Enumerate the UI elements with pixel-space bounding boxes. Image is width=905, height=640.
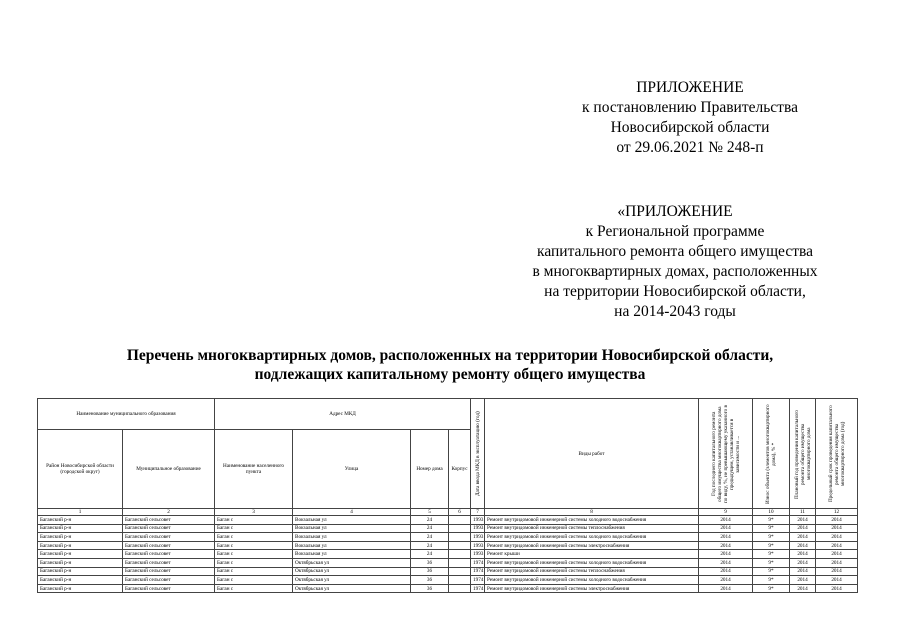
cell-building [449,550,471,559]
appendix-line: Новосибирской области [610,119,770,136]
cell-settlement: Баган с [215,567,293,576]
table-row [38,567,858,576]
cell-plan-year: 2014 [790,584,816,593]
document-title-line: Перечень многоквартирных домов, расположенных на территории Новосибирской области, [126,347,774,364]
cell-wear-percent: 2014 [699,567,753,576]
cell-building [449,524,471,533]
header-municipality: Муниципальное образование [123,430,215,509]
cell-house: 24 [411,516,449,525]
cell-wear-percent: 2014 [699,576,753,585]
cell-work-type: Ремонт внутридомовой инженерной системы холодного водоснабжения [485,558,699,567]
cell-building [449,576,471,585]
document-title [60,346,840,384]
cell-municipality: Баганский сельсовет [123,584,215,593]
column-number: 6 [449,509,471,516]
table-body [38,516,858,593]
program-appendix-line: на территории Новосибирской области, [544,283,806,300]
program-appendix-line: капитального ремонта общего имущества [537,243,813,260]
appendix-line: к постановлению Правительства [582,99,798,116]
table-row [38,584,858,593]
cell-wear-percent: 2014 [699,533,753,542]
cell-wear-index: 9* [753,516,790,525]
cell-house: 36 [411,567,449,576]
cell-plan-year: 2014 [790,533,816,542]
cell-district: Баганский р-н [38,567,123,576]
cell-settlement: Баган с [215,576,293,585]
cell-district: Баганский р-н [38,550,123,559]
cell-plan-year: 2014 [790,558,816,567]
cell-settlement: Баган с [215,541,293,550]
cell-district: Баганский р-н [38,584,123,593]
header-address-group: Адрес МКД [215,399,471,430]
cell-max-year: 2014 [816,516,858,525]
cell-work-type: Ремонт крыши [485,550,699,559]
header-max-year: Предельный срок проведения капитального ремонта общего имущества многоквартирного дома (год) [816,399,858,509]
header-year-built: Дата ввода МКД в эксплуатацию (год) [471,399,485,509]
cell-settlement: Баган с [215,558,293,567]
cell-municipality: Баганский сельсовет [123,516,215,525]
cell-wear-index: 9* [753,533,790,542]
table-row [38,558,858,567]
cell-wear-percent: 2014 [699,516,753,525]
cell-street: Октябрьская ул [293,558,411,567]
cell-house: 24 [411,533,449,542]
cell-year-built: 1993 [471,550,485,559]
cell-municipality: Баганский сельсовет [123,558,215,567]
column-number: 9 [699,509,753,516]
cell-wear-percent: 2014 [699,558,753,567]
cell-wear-index: 9* [753,567,790,576]
cell-house: 36 [411,584,449,593]
cell-building [449,541,471,550]
cell-house: 36 [411,558,449,567]
cell-year-built: 1974 [471,567,485,576]
program-appendix-line: в многоквартирных домах, расположенных [532,263,818,280]
column-number: 8 [485,509,699,516]
header-house: Номер дома [411,430,449,509]
cell-wear-index: 9* [753,584,790,593]
table-row [38,533,858,542]
column-number: 2 [123,509,215,516]
cell-street: Вокзальная ул [293,516,411,525]
cell-max-year: 2014 [816,584,858,593]
cell-max-year: 2014 [816,533,858,542]
cell-street: Октябрьская ул [293,567,411,576]
column-number: 5 [411,509,449,516]
cell-district: Баганский р-н [38,524,123,533]
program-appendix-line: к Региональной программе [585,223,765,240]
table-row [38,524,858,533]
cell-max-year: 2014 [816,524,858,533]
cell-wear-percent: 2014 [699,524,753,533]
cell-wear-percent: 2014 [699,550,753,559]
cell-year-built: 1993 [471,541,485,550]
cell-plan-year: 2014 [790,516,816,525]
cell-district: Баганский р-н [38,516,123,525]
appendix-title: ПРИЛОЖЕНИЕ [636,79,744,96]
appendix-line: от 29.06.2021 № 248-п [616,139,764,156]
cell-wear-index: 9* [753,541,790,550]
cell-year-built: 1974 [471,576,485,585]
cell-house: 36 [411,576,449,585]
cell-district: Баганский р-н [38,533,123,542]
cell-settlement: Баган с [215,550,293,559]
cell-building [449,516,471,525]
header-plan-year: Плановый год проведения капитального ремонта общего имущества многоквартирного дома [790,399,816,509]
cell-municipality: Баганский сельсовет [123,541,215,550]
table-row [38,541,858,550]
cell-municipality: Баганский сельсовет [123,576,215,585]
column-number-row [38,509,858,516]
column-number: 1 [38,509,123,516]
cell-street: Вокзальная ул [293,533,411,542]
cell-street: Вокзальная ул [293,541,411,550]
header-wear-percent: Год последнего капитального ремонта общего имущества многоквартирного дома по виду, %, не превышающему указанного в предыдущем, устанавливается в зависимости и ... [699,399,753,509]
header-building: Корпус [449,430,471,509]
cell-wear-index: 9* [753,558,790,567]
program-appendix-line: на 2014-2043 годы [614,303,736,320]
header-district: Район Новосибирской области (городской округ) [38,430,123,509]
cell-wear-percent: 2014 [699,584,753,593]
cell-work-type: Ремонт внутридомовой инженерной системы электроснабжения [485,541,699,550]
header-settlement: Наименование населенного пункта [215,430,293,509]
cell-building [449,584,471,593]
cell-work-type: Ремонт внутридомовой инженерной системы теплоснабжения [485,524,699,533]
header-street: Улица [293,430,411,509]
cell-house: 24 [411,541,449,550]
program-appendix-title: «ПРИЛОЖЕНИЕ [617,203,733,220]
table-row [38,576,858,585]
cell-work-type: Ремонт внутридомовой инженерной системы холодного водоснабжения [485,516,699,525]
appendix-header [560,78,820,158]
document-title-line: подлежащих капитальному ремонту общего имущества [254,366,646,383]
table-row [38,516,858,525]
program-appendix-header [510,202,840,322]
column-number: 7 [471,509,485,516]
column-number: 4 [293,509,411,516]
cell-district: Баганский р-н [38,558,123,567]
cell-year-built: 1974 [471,584,485,593]
cell-year-built: 1993 [471,524,485,533]
cell-municipality: Баганский сельсовет [123,533,215,542]
cell-wear-index: 9* [753,550,790,559]
cell-building [449,567,471,576]
cell-settlement: Баган с [215,584,293,593]
cell-wear-percent: 2014 [699,541,753,550]
cell-district: Баганский р-н [38,541,123,550]
cell-wear-index: 9* [753,576,790,585]
cell-plan-year: 2014 [790,541,816,550]
header-wear-index: Износ объекта (элементов многоквартирного дома), % * [753,399,790,509]
cell-year-built: 1993 [471,516,485,525]
column-number: 10 [753,509,790,516]
cell-max-year: 2014 [816,576,858,585]
cell-house: 24 [411,550,449,559]
cell-house: 24 [411,524,449,533]
cell-plan-year: 2014 [790,567,816,576]
column-number: 3 [215,509,293,516]
cell-work-type: Ремонт внутридомовой инженерной системы электроснабжения [485,584,699,593]
cell-building [449,533,471,542]
cell-work-type: Ремонт внутридомовой инженерной системы холодного водоснабжения [485,533,699,542]
cell-municipality: Баганский сельсовет [123,550,215,559]
cell-plan-year: 2014 [790,524,816,533]
cell-max-year: 2014 [816,541,858,550]
cell-work-type: Ремонт внутридомовой инженерной системы холодного водоснабжения [485,576,699,585]
cell-year-built: 1974 [471,558,485,567]
cell-district: Баганский р-н [38,576,123,585]
cell-work-type: Ремонт внутридомовой инженерной системы теплоснабжения [485,567,699,576]
table-row [38,550,858,559]
cell-settlement: Баган с [215,533,293,542]
cell-building [449,558,471,567]
column-number: 11 [790,509,816,516]
cell-plan-year: 2014 [790,576,816,585]
header-work-type: Виды работ [485,399,699,509]
cell-street: Вокзальная ул [293,524,411,533]
cell-street: Октябрьская ул [293,576,411,585]
cell-street: Октябрьская ул [293,584,411,593]
cell-municipality: Баганский сельсовет [123,567,215,576]
cell-settlement: Баган с [215,524,293,533]
cell-wear-index: 9* [753,524,790,533]
cell-settlement: Баган с [215,516,293,525]
cell-max-year: 2014 [816,567,858,576]
cell-municipality: Баганский сельсовет [123,524,215,533]
building-register-table [37,398,858,593]
header-municipal-group: Наименование муниципального образования [38,399,215,430]
cell-street: Вокзальная ул [293,550,411,559]
cell-max-year: 2014 [816,550,858,559]
cell-max-year: 2014 [816,558,858,567]
cell-year-built: 1993 [471,533,485,542]
cell-plan-year: 2014 [790,550,816,559]
column-number: 12 [816,509,858,516]
